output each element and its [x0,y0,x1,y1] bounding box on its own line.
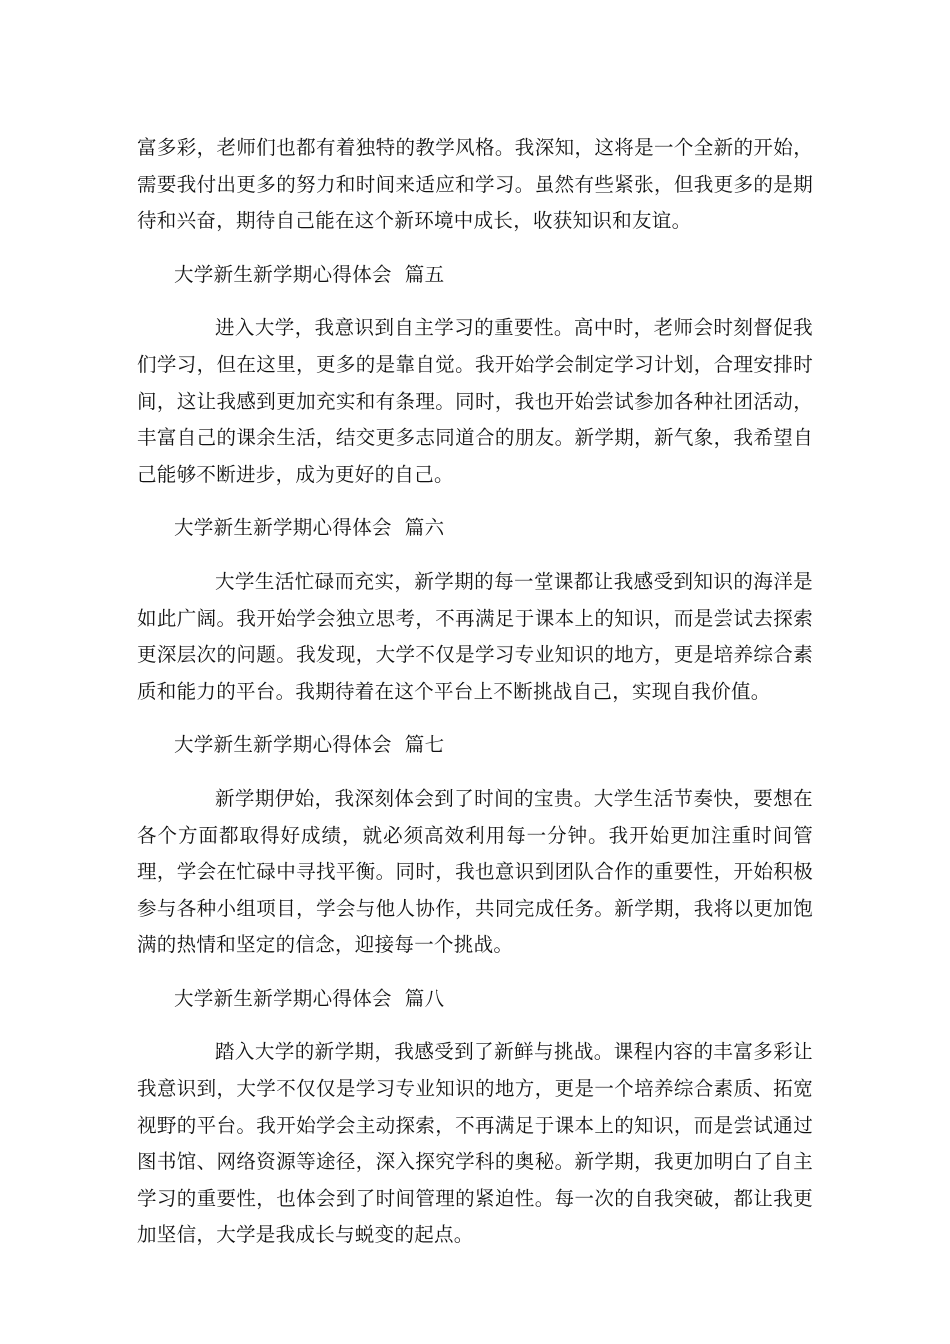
section-heading-7: 大学新生新学期心得体会 篇七 [174,733,445,757]
paragraph-continued: 富多彩，老师们也都有着独特的教学风格。我深知，这将是一个全新的开始，需要我付出更多的努力和时间来适应和学习。虽然有些紧张，但我更多的是期待和兴奋，期待自己能在这个新环境中成长，收获知识和友谊。 [137,136,813,233]
document-body [137,130,813,1254]
section-body-8: 踏入大学的新学期，我感受到了新鲜与挑战。课程内容的丰富多彩让我意识到，大学不仅仅是学习专业知识的地方，更是一个培养综合素质、拓宽视野的平台。我开始学会主动探索，不再满足于课本上的知识，而是尝试通过图书馆、网络资源等途径，深入探究学科的奥秘。新学期，我更加明白了自主学习的重要性，也体会到了时间管理的紧迫性。每一次的自我突破，都让我更加坚信，大学是我成长与蜕变的起点。 [137,1040,813,1247]
section-heading-5: 大学新生新学期心得体会 篇五 [174,262,445,286]
section-body-6: 大学生活忙碌而充实，新学期的每一堂课都让我感受到知识的海洋是如此广阔。我开始学会独立思考，不再满足于课本上的知识，而是尝试去探索更深层次的问题。我发现，大学不仅是学习专业知识的地方，更是培养综合素质和能力的平台。我期待着在这个平台上不断挑战自己，实现自我价值。 [137,569,813,703]
section-heading-6: 大学新生新学期心得体会 篇六 [174,516,445,540]
section-heading-8: 大学新生新学期心得体会 篇八 [174,986,445,1010]
section-body-7: 新学期伊始，我深刻体会到了时间的宝贵。大学生活节奏快，要想在各个方面都取得好成绩，就必须高效利用每一分钟。我开始更加注重时间管理，学会在忙碌中寻找平衡。同时，我也意识到团队合作的重要性，开始积极参与各种小组项目，学会与他人协作，共同完成任务。新学期，我将以更加饱满的热情和坚定的信念，迎接每一个挑战。 [137,786,813,957]
section-body-5: 进入大学，我意识到自主学习的重要性。高中时，老师会时刻督促我们学习，但在这里，更多的是靠自觉。我开始学会制定学习计划，合理安排时间，这让我感到更加充实和有条理。同时，我也开始尝试参加各种社团活动，丰富自己的课余生活，结交更多志同道合的朋友。新学期，新气象，我希望自己能够不断进步，成为更好的自己。 [137,316,813,486]
